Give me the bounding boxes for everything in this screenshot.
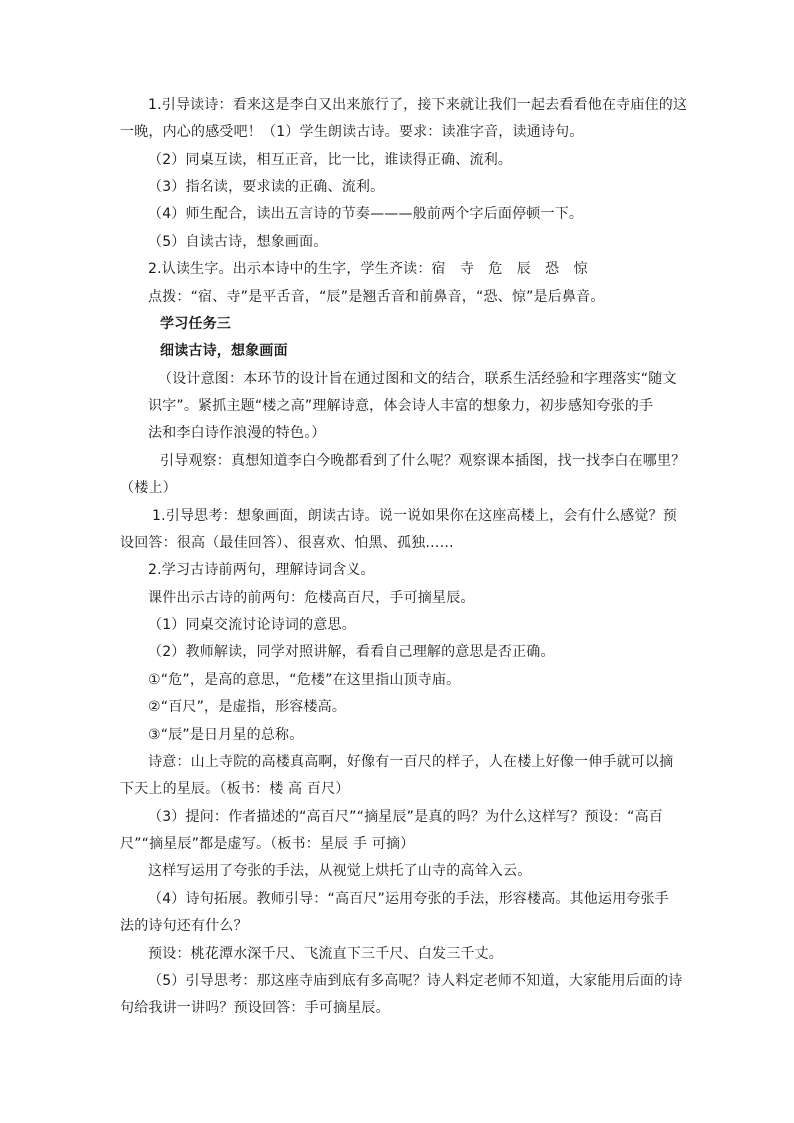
- paragraph-line: （3）指名读，要求读的正确、流利。: [148, 179, 385, 195]
- paragraph-line: 预设：桃花潭水深千尺、飞流直下三千尺、白发三千丈。: [148, 946, 503, 962]
- paragraph-line: 识字”。紧抓主题“楼之高”理解诗意，体会诗人丰富的想象力，初步感知夸张的手: [148, 398, 654, 414]
- paragraph-line: 尺”“摘星辰”都是虚写。（板书：星辰 手 可摘）: [120, 836, 415, 852]
- paragraph-line: 诗意：山上寺院的高楼真高啊，好像有一百尺的样子，人在楼上好像一伸手就可以摘: [148, 754, 674, 770]
- paragraph-line: （3）提问：作者描述的“高百尺”“摘星辰”是真的吗？为什么这样写？预设：“高百: [148, 809, 663, 825]
- paragraph-line: 2.认读生字。出示本诗中的生字，学生齐读：宿 寺 危 辰 恐 惊: [148, 261, 588, 277]
- paragraph-line: （设计意图：本环节的设计旨在通过图和文的结合，联系生活经验和字理落实“随文: [158, 371, 677, 387]
- paragraph-line: （5）自读古诗，想象画面。: [148, 234, 328, 250]
- paragraph-line: 课件出示古诗的前两句：危楼高百尺，手可摘星辰。: [148, 590, 475, 606]
- paragraph-line: ②“百尺”，是虚指，形容楼高。: [148, 699, 347, 715]
- section-heading: 学习任务三: [160, 316, 231, 332]
- paragraph-line: 引导观察：真想知道李白今晚都看到了什么呢？观察课本插图，找一找李白在哪里？: [160, 453, 686, 469]
- paragraph-line: （4）师生配合，读出五言诗的节奏———般前两个字后面停顿一下。: [148, 206, 584, 222]
- paragraph-line: 这样写运用了夸张的手法，从视觉上烘托了山寺的高耸入云。: [148, 863, 532, 879]
- paragraph-line: （5）引导思考：那这座寺庙到底有多高呢？诗人料定老师不知道，大家能用后面的诗: [148, 973, 683, 989]
- paragraph-line: 1.引导读诗：看来这是李白又出来旅行了，接下来就让我们一起去看看他在寺庙住的这: [148, 97, 688, 113]
- paragraph-line: ①“危”，是高的意思，“危楼”在这里指山顶寺庙。: [148, 672, 461, 688]
- paragraph-line: （2）同桌互读，相互正音，比一比，谁读得正确、流利。: [148, 152, 513, 168]
- paragraph-line: ③“辰”是日月星的总称。: [148, 727, 304, 743]
- paragraph-line: 法和李白诗作浪漫的特色。）: [148, 425, 326, 441]
- paragraph-line: 下天上的星辰。（板书：楼 高 百尺）: [120, 781, 350, 797]
- paragraph-line: 设回答：很高（最佳回答）、很喜欢、怕黑、孤独……: [120, 535, 454, 551]
- paragraph-line: 法的诗句还有什么？: [120, 918, 248, 934]
- paragraph-line: 句给我讲一讲吗？预设回答：手可摘星辰。: [120, 1000, 390, 1016]
- paragraph-line: 2.学习古诗前两句，理解诗词含义。: [148, 562, 375, 578]
- paragraph-line: 点拨：“宿、寺”是平舌音，“辰”是翘舌音和前鼻音，“恐、惊”是后鼻音。: [148, 289, 605, 305]
- paragraph-line: 一晚，内心的感受吧！（1）学生朗读古诗。要求：读准字音，读通诗句。: [120, 124, 584, 140]
- paragraph-line: （2）教师解读，同学对照讲解，看看自己理解的意思是否正确。: [148, 644, 555, 660]
- paragraph-line: （4）诗句拓展。教师引导：“高百尺”运用夸张的手法，形容楼高。其他运用夸张手: [148, 891, 670, 907]
- paragraph-line: 1.引导思考：想象画面，朗读古诗。说一说如果你在这座高楼上，会有什么感觉？预: [152, 508, 677, 524]
- paragraph-line: （1）同桌交流讨论诗词的意思。: [148, 617, 356, 633]
- section-subheading: 细读古诗，想象画面: [160, 343, 288, 359]
- paragraph-line: （楼上）: [120, 480, 177, 496]
